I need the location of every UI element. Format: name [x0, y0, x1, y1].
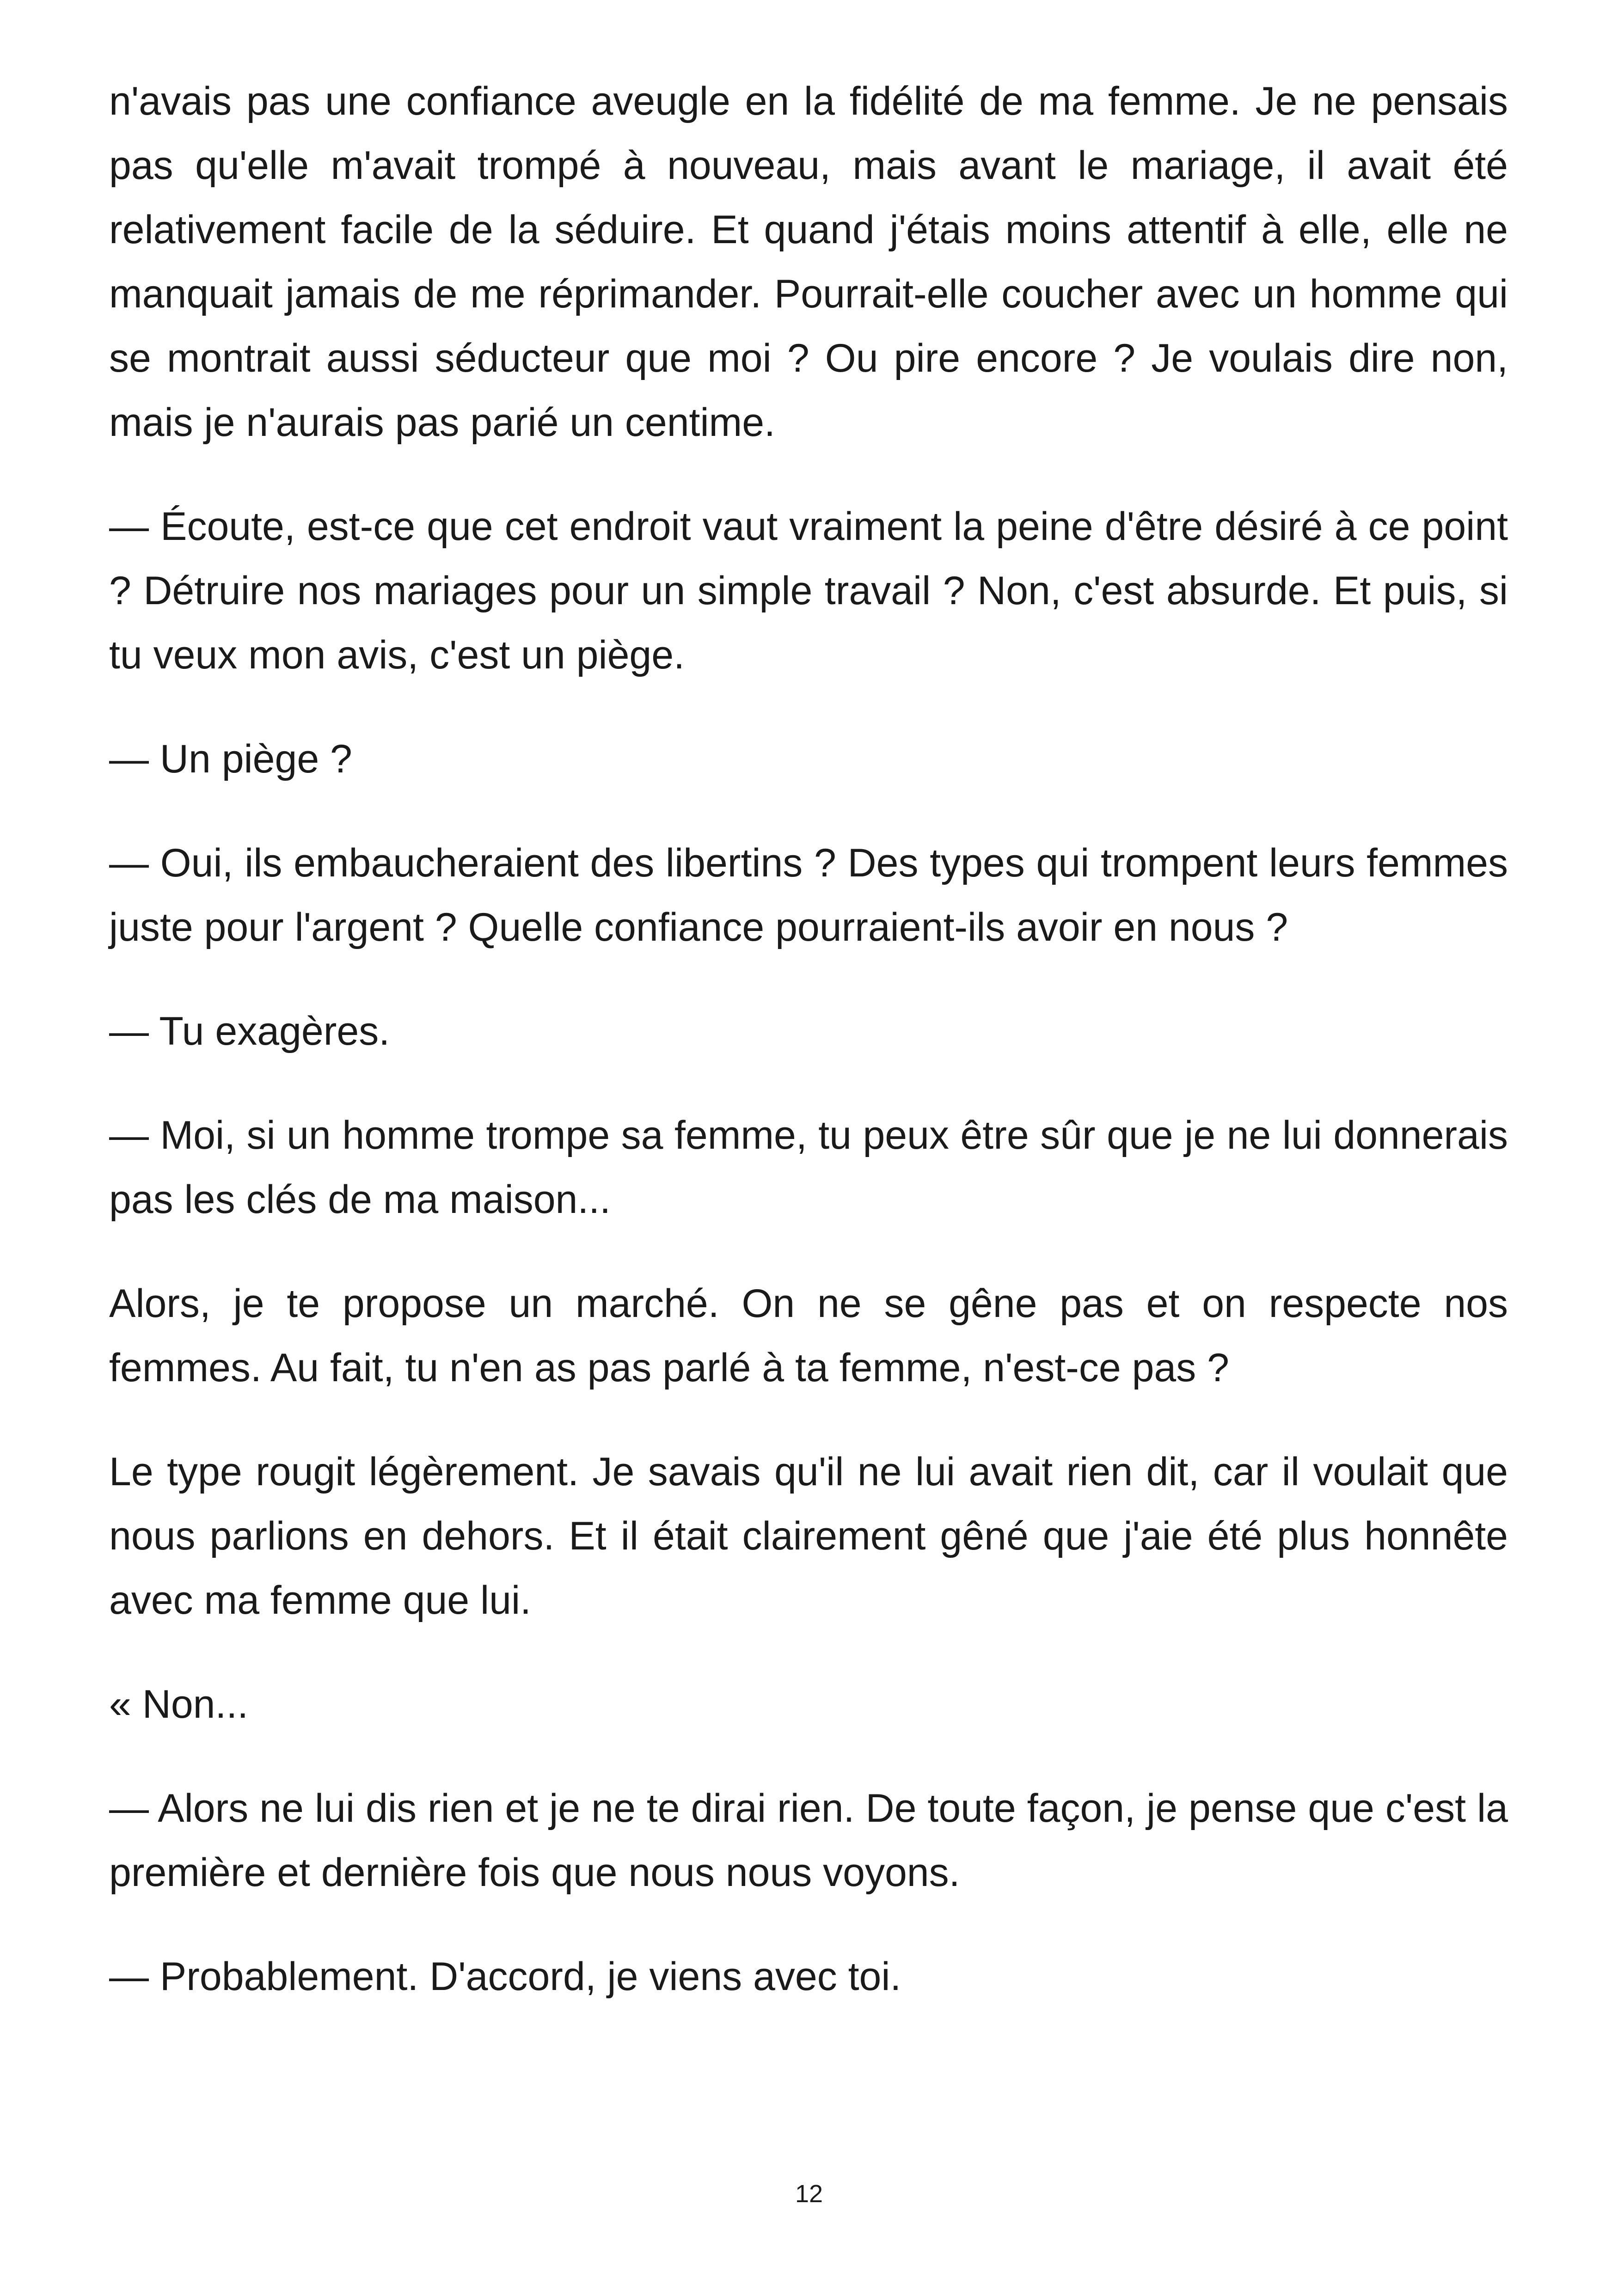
paragraph-6: — Moi, si un homme trompe sa femme, tu peux être sûr que je ne lui donnerais pas les clés de ma maison... — [109, 1113, 1508, 1222]
page-number: 12 — [795, 2180, 823, 2208]
page-body — [109, 69, 1508, 2049]
paragraph-2: — Écoute, est-ce que cet endroit vaut vraiment la peine d'être désiré à ce point ? Détruire nos mariages pour un simple travail ? Non, c'est absurde. Et puis, si tu veux mon avis, c'est un piège. — [109, 504, 1508, 677]
paragraph-7: Alors, je te propose un marché. On ne se gêne pas et on respecte nos femmes. Au fait, tu n'en as pas parlé à ta femme, n'est-ce pas ? — [109, 1281, 1508, 1390]
paragraph-8: Le type rougit légèrement. Je savais qu'il ne lui avait rien dit, car il voulait que nous parlions en dehors. Et il était clairement gêné que j'aie été plus honnête avec ma femme que lui. — [109, 1450, 1508, 1623]
paragraph-1: n'avais pas une confiance aveugle en la fidélité de ma femme. Je ne pensais pas qu'elle m'avait trompé à nouveau, mais avant le mariage, il avait été relativement facile de la séduire. Et quand j'étais moins attentif à elle, elle ne manquait jamais de me réprimander. Pourrait-elle coucher avec un homme qui se montrait aussi séducteur que moi ? Ou pire encore ? Je voulais dire non, mais je n'aurais pas parié un centime. — [109, 79, 1508, 445]
paragraph-5: — Tu exagères. — [109, 1009, 390, 1053]
paragraph-4: — Oui, ils embaucheraient des libertins ? Des types qui trompent leurs femmes juste pour l'argent ? Quelle confiance pourraient-ils avoir en nous ? — [109, 841, 1508, 949]
paragraph-10: — Alors ne lui dis rien et je ne te dirai rien. De toute façon, je pense que c'est la première et dernière fois que nous nous voyons. — [109, 1786, 1508, 1895]
paragraph-3: — Un piège ? — [109, 737, 352, 781]
paragraph-11: — Probablement. D'accord, je viens avec toi. — [109, 1954, 901, 1999]
paragraph-9: « Non... — [109, 1682, 249, 1727]
